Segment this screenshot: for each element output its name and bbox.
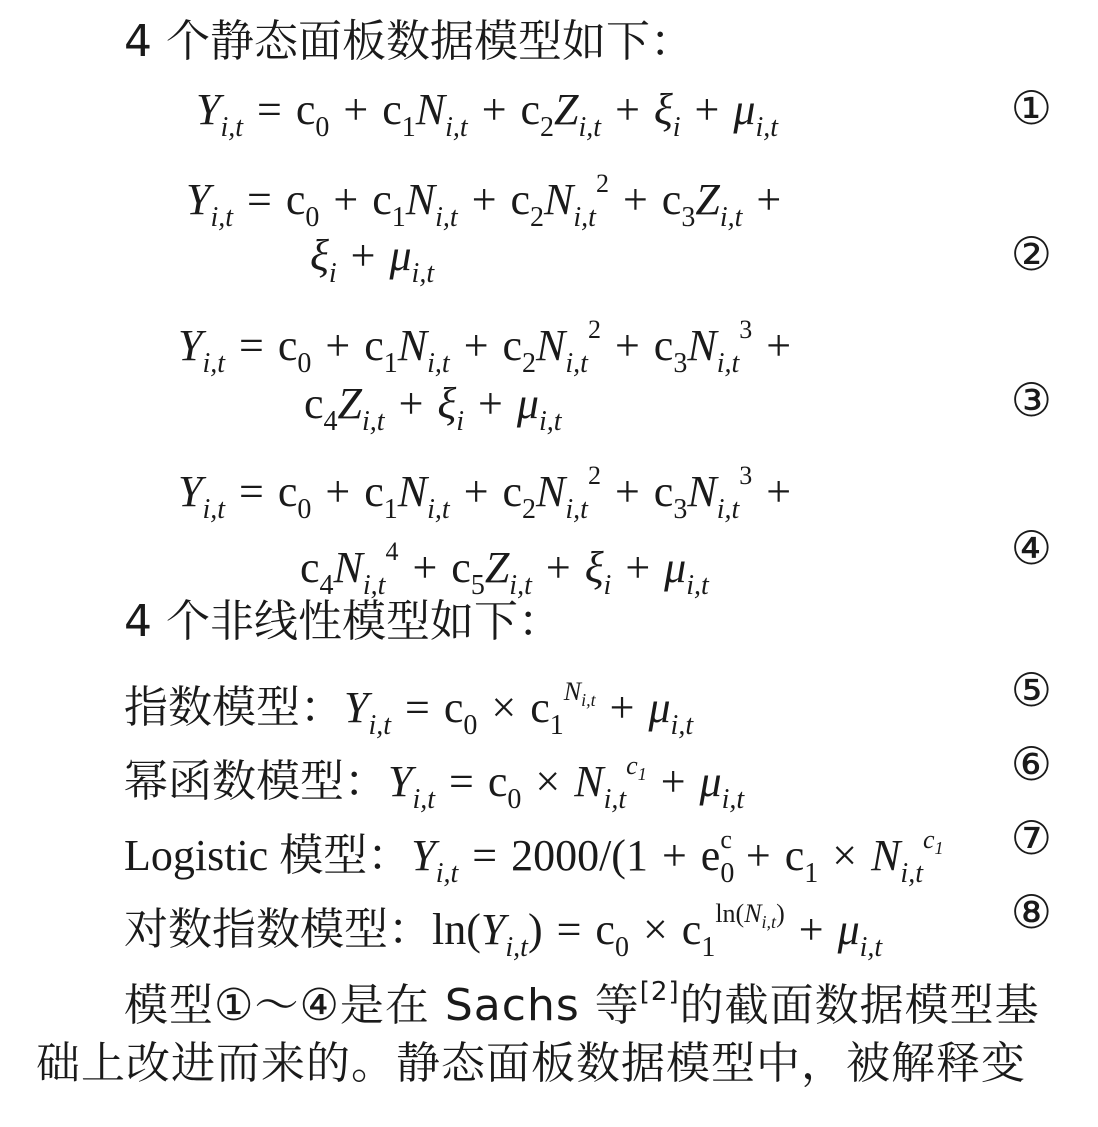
label-exp-model: 指数模型：	[124, 682, 344, 733]
equation-4-line-1: $Y_{i,t} = c_0 + c_1N_{i,t} + c_2N_{i,t}^2 + c_3N_{i,t}^3$ +	[178, 461, 792, 525]
equation-4-line-2: $c_4N_{i,t}^4 + c_5Z_{i,t} + \xi_i + \mu_{i,t}$	[300, 537, 709, 601]
citation-ref: [2]	[639, 977, 680, 1007]
equation-1: $Y_{i,t} = c_0 + c_1N_{i,t} + c_2Z_{i,t} + \xi_i + \mu_{i,t}$	[196, 85, 779, 143]
equation-number-5: ⑤	[1010, 663, 1052, 717]
equation-3-line-2: $c_4Z_{i,t} + \xi_i + \mu_{i,t}$	[304, 379, 562, 437]
label-logexp-model: 对数指数模型：	[124, 904, 432, 955]
equation-5: 指数模型：$Y_{i,t} = c_0 \times c_1^{N_{i,t}} + \mu_{i,t}$	[124, 677, 694, 741]
equation-6: 幂函数模型：$Y_{i,t} = c_0 \times N_{i,t}^{c_1} + \mu_{i,t}$	[124, 751, 745, 815]
equation-3-line-1: $Y_{i,t} = c_0 + c_1N_{i,t} + c_2N_{i,t}^2 + c_3N_{i,t}^3$ +	[178, 315, 792, 379]
equation-number-4: ④	[1010, 521, 1052, 575]
equation-number-3: ③	[1010, 373, 1052, 427]
intro-nonlinear-text: 4 个非线性模型如下：	[124, 596, 562, 647]
paragraph-text-1b: 的截面数据模型基	[679, 980, 1040, 1031]
paragraph-line-1	[124, 964, 1040, 1034]
equation-2-line-1: $Y_{i,t} = c_0 + c_1N_{i,t} + c_2N_{i,t}^2 + c_3Z_{i,t}$ +	[186, 169, 782, 233]
paragraph-text-1a: 模型①～④是在 Sachs 等	[124, 980, 640, 1031]
logistic-constant: 2000	[511, 831, 600, 880]
equation-number-2: ②	[1010, 227, 1052, 281]
equation-number-7: ⑦	[1010, 811, 1052, 865]
label-power-model: 幂函数模型：	[124, 756, 388, 807]
equation-number-1: ①	[1010, 81, 1052, 135]
label-logistic-model: Logistic 模型：	[124, 831, 412, 880]
intro-static-text: 4 个静态面板数据模型如下：	[124, 16, 694, 67]
paragraph-line-2: 础上改进而来的。静态面板数据模型中，被解释变	[36, 1038, 1026, 1089]
equation-8: 对数指数模型：$\ln(Y_{i,t}) = c_0 \times c_1^{ln(N_{i,t})} + \mu_{i,t}$	[124, 899, 883, 963]
equation-number-8: ⑧	[1010, 885, 1052, 939]
equation-2-line-2: $\xi_i + \mu_{i,t}$	[310, 231, 435, 289]
equation-7: Logistic 模型：$Y_{i,t} = 2000/(1 + e_0^c + c_1 \times N_{i,t}^{c_1}$	[124, 825, 944, 889]
equation-number-6: ⑥	[1010, 737, 1052, 791]
